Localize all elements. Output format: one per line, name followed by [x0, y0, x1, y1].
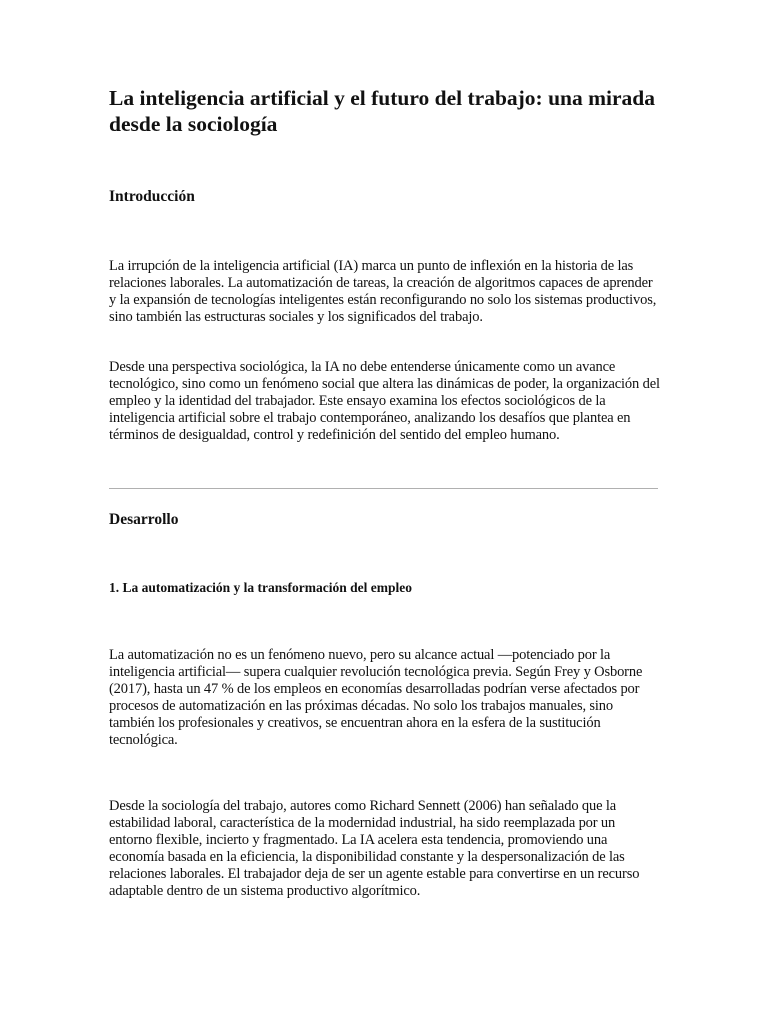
section-heading-introduccion: Introducción [109, 188, 195, 205]
subsection-heading-automatizacion: 1. La automatización y la transformación del empleo [109, 580, 412, 595]
intro-paragraph-1: La irrupción de la inteligencia artificial (IA) marca un punto de inflexión en la historia de las relaciones laborales. La automatización de tareas, la creación de algoritmos capaces de aprender y la expansión de tecnologías inteligentes están reconfigurando no solo los sistemas productivos, sino también las estructuras sociales y los significados del trabajo. [109, 258, 657, 325]
desarrollo-paragraph-1: La automatización no es un fenómeno nuevo, pero su alcance actual —potenciado por la inteligencia artificial— supera cualquier revolución tecnológica previa. Según Frey y Osborne (2017), hasta un 47 % de los empleos en economías desarrolladas podrían verse afectados por procesos de automatización en las próximas décadas. No solo los trabajos manuales, sino también los profesionales y creativos, se encuentran ahora en la esfera de la sustitución tecnológica. [109, 647, 643, 748]
section-divider [109, 488, 658, 489]
section-heading-desarrollo: Desarrollo [109, 511, 179, 528]
intro-paragraph-2: Desde una perspectiva sociológica, la IA no debe entenderse únicamente como un avance tecnológico, sino como un fenómeno social que altera las dinámicas de poder, la organización del empleo y la identidad del trabajador. Este ensayo examina los efectos sociológicos de la inteligencia artificial sobre el trabajo contemporáneo, analizando los desafíos que plantea en términos de desigualdad, control y redefinición del sentido del empleo humano. [109, 359, 660, 443]
desarrollo-paragraph-2: Desde la sociología del trabajo, autores como Richard Sennett (2006) han señalado que la estabilidad laboral, característica de la modernidad industrial, ha sido reemplazada por un entorno flexible, incierto y fragmentado. La IA acelera esta tendencia, promoviendo una economía basada en la eficiencia, la disponibilidad constante y la despersonalización de las relaciones laborales. El trabajador deja de ser un agente estable para convertirse en un recurso adaptable dentro de un sistema productivo algorítmico. [109, 798, 640, 899]
document-title: La inteligencia artificial y el futuro del trabajo: una mirada desde la sociología [109, 86, 656, 136]
